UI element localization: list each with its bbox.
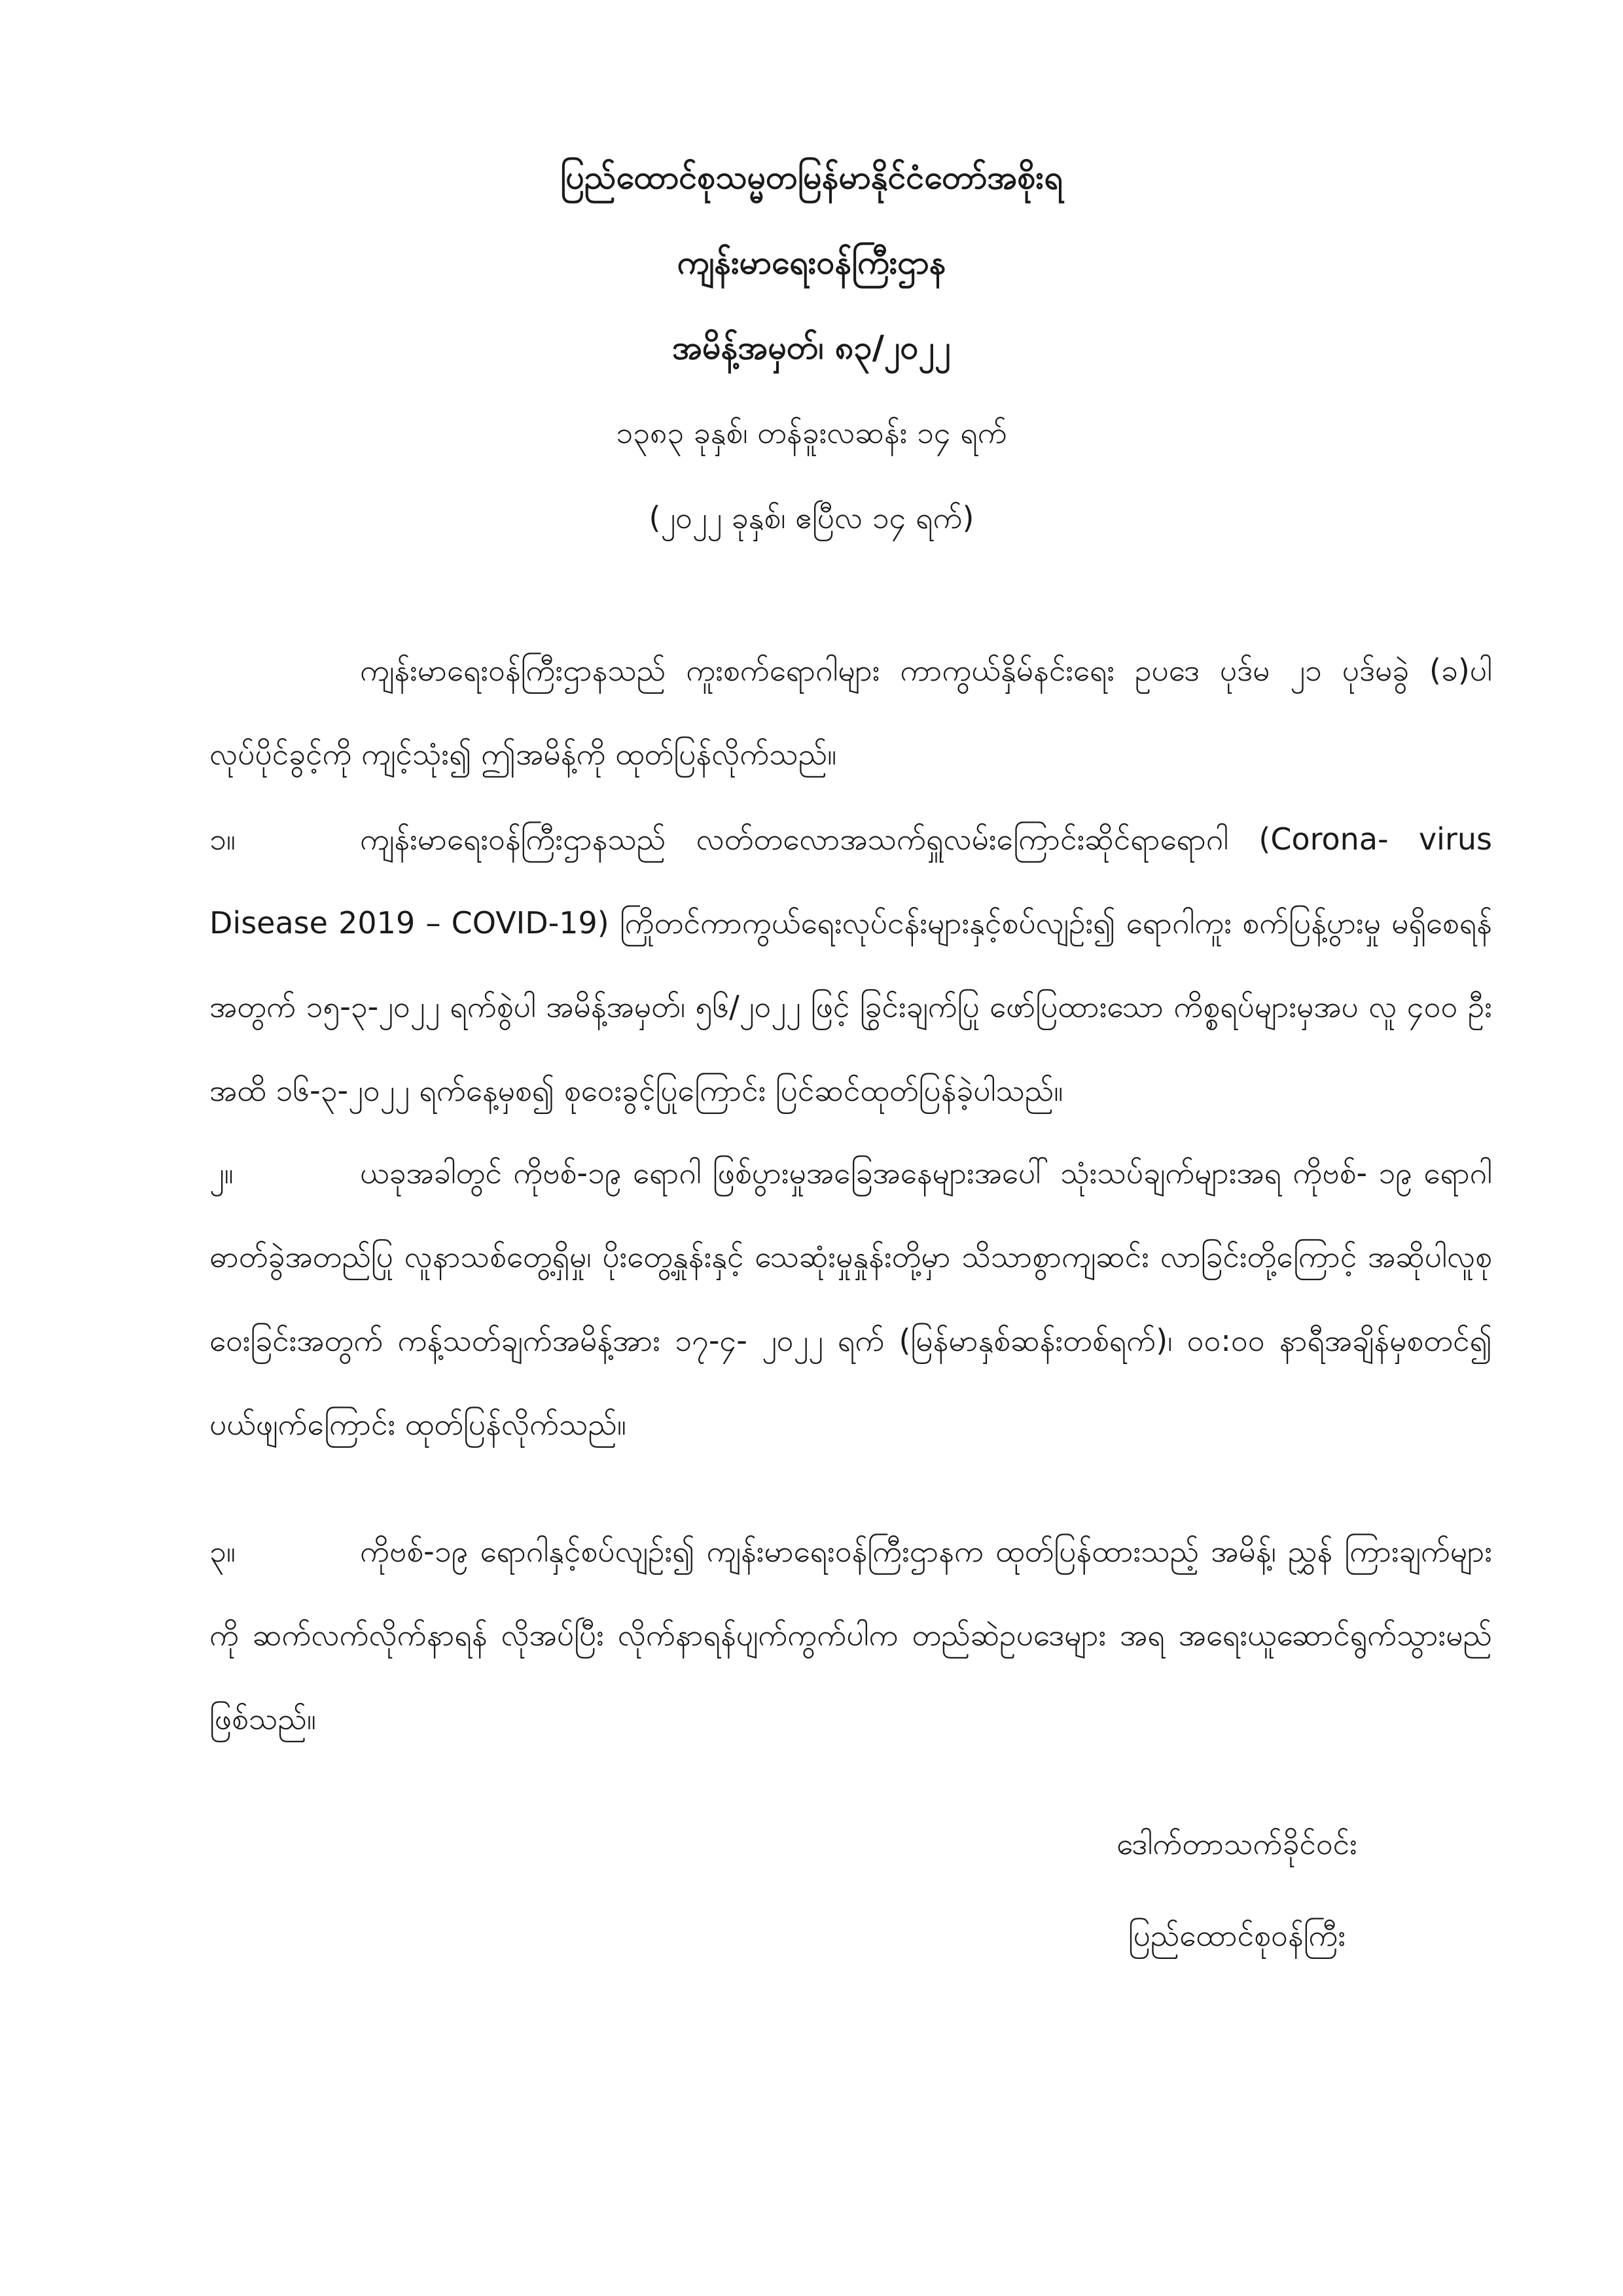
- numbered-paragraph-2: [209, 1131, 1492, 1466]
- numbered-paragraph-3: [209, 1509, 1492, 1761]
- intro-paragraph: ကျန်းမာရေးဝန်ကြီးဌာနသည် ကူးစက်ရောဂါများ ကာကွယ်နှိမ်နင်းရေး ဥပဒေ ပုဒ်မ ၂၁ ပုဒ်မခွဲ (ခ)ပါ လုပ်ပိုင်ခွင့်ကို ကျင့်သုံး၍ ဤအမိန့်ကို ထုတ်ပြန်လိုက်သည်။: [209, 653, 1492, 772]
- paragraph-number: ၁။: [209, 821, 236, 857]
- signatory-title: ပြည်ထောင်စုဝန်ကြီး: [1128, 1918, 1346, 1953]
- government-heading: ပြည်ထောင်စုသမ္မတမြန်မာနိုင်ငံတော်အစိုးရ: [560, 158, 1063, 196]
- paragraph-text: ကျန်းမာရေးဝန်ကြီးဌာနသည် လတ်တလောအသက်ရှူလမ်းကြောင်းဆိုင်ရာရောဂါ (Corona- virus Disease 2019 – COVID-19) ကြိုတင်ကာကွယ်ရေးလုပ်ငန်းများနှင့်စပ်လျဉ်း၍ ရောဂါကူး စက်ပြန့်ပွားမှု မရှိစေရန်အတွက် ၁၅-၃-၂၀၂၂ ရက်စွဲပါ အမိန့်အမှတ်၊ ၅၆/၂၀၂၂ ဖြင့် ခြွင်းချက်ပြု ဖော်ပြထားသော ကိစ္စရပ်များမှအပ လူ ၄၀၀ ဦးအထိ ၁၆-၃-၂၀၂၂ ရက်နေ့မှစ၍ စုဝေးခွင့်ပြုကြောင်း ပြင်ဆင်ထုတ်ပြန်ခဲ့ပါသည်။: [209, 821, 1492, 1108]
- paragraph-number: ၂။: [209, 1155, 234, 1191]
- paragraph-number: ၃။: [209, 1534, 236, 1569]
- signatory-name: ဒေါက်တာသက်ခိုင်ဝင်း: [1116, 1826, 1357, 1861]
- ministry-heading: ကျန်းမာရေးဝန်ကြီးဌာန: [677, 243, 946, 281]
- paragraph-text: ကိုဗစ်-၁၉ ရောဂါနှင့်စပ်လျဉ်း၍ ကျန်းမာရေးဝန်ကြီးဌာနက ထုတ်ပြန်ထားသည့် အမိန့်၊ ညွှန် ကြားချက်များကို ဆက်လက်လိုက်နာရန် လိုအပ်ပြီး လိုက်နာရန်ပျက်ကွက်ပါက တည်ဆဲဥပဒေများ အရ အရေးယူဆောင်ရွက်သွားမည်ဖြစ်သည်။: [209, 1534, 1492, 1736]
- paragraph-text: ယခုအခါတွင် ကိုဗစ်-၁၉ ရောဂါ ဖြစ်ပွားမှုအခြေအနေများအပေါ် သုံးသပ်ချက်များအရ ကိုဗစ်- ၁၉ ရောဂါ ဓာတ်ခွဲအတည်ပြု လူနာသစ်တွေ့ရှိမှု၊ ပိုးတွေ့နှုန်းနှင့် သေဆုံးမှုနှုန်းတို့မှာ သိသာစွာကျဆင်း လာခြင်းတို့ကြောင့် အဆိုပါလူစုဝေးခြင်းအတွက် ကန့်သတ်ချက်အမိန့်အား ၁၇-၄- ၂၀၂၂ ရက် (မြန်မာနှစ်ဆန်းတစ်ရက်)၊ ၀၀:၀၀ နာရီအချိန်မှစတင်၍ ပယ်ဖျက်ကြောင်း ထုတ်ပြန်လိုက်သည်။: [209, 1155, 1492, 1442]
- numbered-paragraph-1: [209, 797, 1492, 1132]
- date-myanmar: ၁၃၈၃ ခုနှစ်၊ တန်ခူးလဆန်း ၁၄ ရက်: [616, 415, 1007, 450]
- date-gregorian: (၂၀၂၂ ခုနှစ်၊ ဧပြီလ ၁၄ ရက်): [649, 500, 974, 535]
- order-number: အမိန့်အမှတ်၊ ၈၃/၂၀၂၂: [672, 329, 951, 367]
